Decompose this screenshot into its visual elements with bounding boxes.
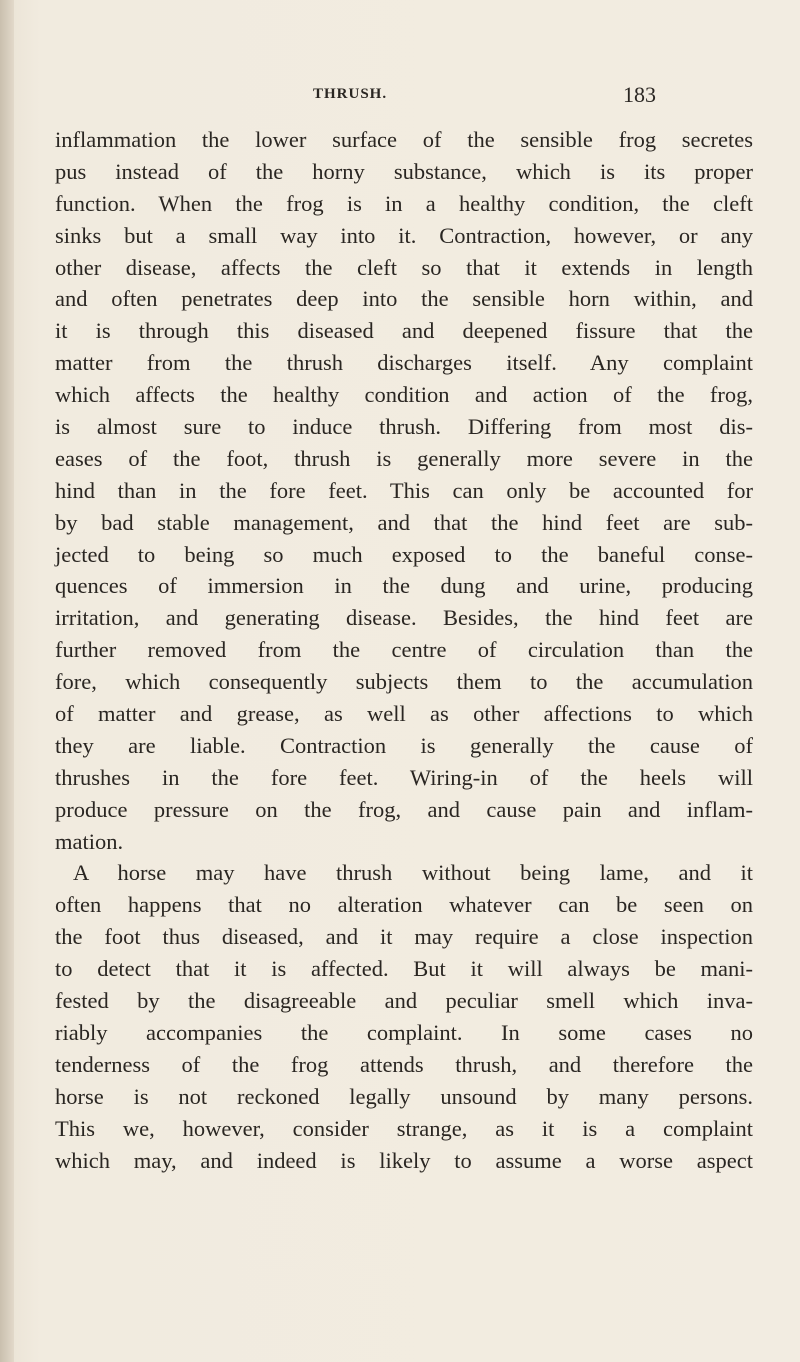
page-header (0, 82, 800, 116)
text-line: sinks but a small way into it. Contraction, however, or any (55, 222, 753, 248)
text-line: tenderness of the frog attends thrush, and therefore the (55, 1051, 753, 1077)
text-line: thrushes in the fore feet. Wiring-in of the heels will (55, 764, 753, 790)
text-line: hind than in the fore feet. This can only be accounted for (55, 477, 753, 503)
paragraph-1 (55, 124, 753, 857)
text-line: quences of immersion in the dung and urine, producing (55, 573, 753, 599)
text-line: often happens that no alteration whatever can be seen on (55, 892, 753, 918)
text-line: jected to being so much exposed to the baneful conse- (55, 541, 753, 567)
text-line: of matter and grease, as well as other affections to which (55, 701, 753, 727)
text-line: pus instead of the horny substance, which is its proper (55, 158, 753, 184)
text-line: fested by the disagreeable and peculiar smell which inva- (55, 988, 753, 1014)
text-line: matter from the thrush discharges itself. Any complaint (55, 350, 753, 376)
paragraph-2 (55, 857, 753, 1176)
page-number: 183 (623, 82, 656, 107)
text-line: irritation, and generating disease. Besides, the hind feet are (55, 605, 753, 631)
text-line: the foot thus diseased, and it may require a close inspection (55, 924, 753, 950)
page-gutter (0, 0, 14, 1362)
text-line: further removed from the centre of circulation than the (55, 637, 753, 663)
text-line: This we, however, consider strange, as it is a complaint (55, 1115, 753, 1141)
text-line: and often penetrates deep into the sensible horn within, and (55, 286, 753, 312)
text-line: fore, which consequently subjects them to the accumulation (55, 669, 753, 695)
text-line: by bad stable management, and that the hind feet are sub- (55, 509, 753, 535)
text-line: it is through this diseased and deepened fissure that the (55, 318, 753, 344)
text-line: they are liable. Contraction is generally the cause of (55, 732, 753, 758)
running-head: THRUSH. (313, 86, 388, 102)
text-line: A horse may have thrush without being lame, and it (73, 860, 753, 886)
text-line: which affects the healthy condition and action of the frog, (55, 382, 753, 408)
text-line: horse is not reckoned legally unsound by many persons. (55, 1083, 753, 1109)
body-text (55, 124, 753, 1176)
text-line: inflammation the lower surface of the sensible frog secretes (55, 127, 753, 152)
text-line: is almost sure to induce thrush. Differing from most dis- (55, 414, 753, 440)
text-line: other disease, affects the cleft so that it extends in length (55, 254, 753, 280)
text-line: eases of the foot, thrush is generally more severe in the (55, 445, 753, 471)
text-line: function. When the frog is in a healthy condition, the cleft (55, 190, 753, 216)
text-line: which may, and indeed is likely to assume a worse aspect (55, 1147, 753, 1173)
text-line: produce pressure on the frog, and cause pain and inflam- (55, 796, 753, 822)
text-line: to detect that it is affected. But it will always be mani- (55, 956, 753, 982)
text-line: mation. (55, 828, 124, 854)
text-line: riably accompanies the complaint. In some cases no (55, 1019, 753, 1045)
